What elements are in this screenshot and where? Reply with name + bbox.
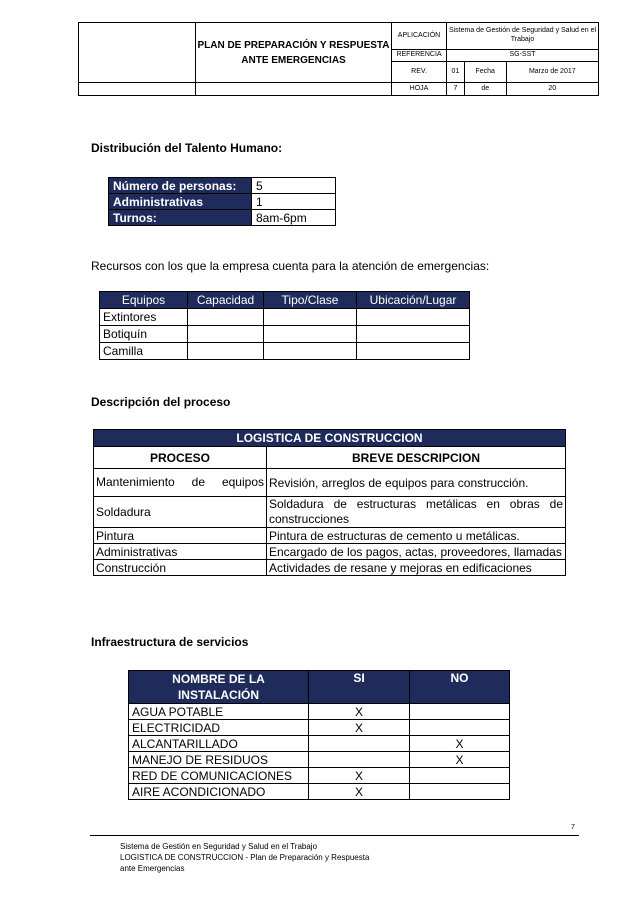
proceso-cell: Soldadura <box>94 497 267 528</box>
table-row <box>100 309 470 326</box>
proceso-cell: Construcción <box>94 560 267 576</box>
instalacion-cell: ELECTRICIDAD <box>129 720 309 736</box>
descripcion-cell: Encargado de los pagos, actas, proveedores, llamadas <box>267 544 566 560</box>
si-cell: X <box>309 784 410 800</box>
recursos-heading: Recursos con los que la empresa cuenta para la atención de emergencias: <box>91 259 490 273</box>
footer-line: Sistema de Gestión en Seguridad y Salud en el Trabajo <box>120 842 318 851</box>
talento-label: Administrativas <box>109 194 252 210</box>
table-row <box>129 784 510 800</box>
table-row <box>129 704 510 720</box>
table-row <box>94 469 566 497</box>
proceso-heading: Descripción del proceso <box>91 395 231 409</box>
talento-value: 8am-6pm <box>252 210 336 226</box>
referencia-label: REFERENCIA <box>392 50 447 62</box>
table-row <box>109 194 336 210</box>
no-cell <box>410 704 510 720</box>
hoja-label: HOJA <box>392 83 447 96</box>
fecha-value: Marzo de 2017 <box>506 62 598 83</box>
instalacion-cell: ALCANTARILLADO <box>129 736 309 752</box>
column-header: BREVE DESCRIPCION <box>267 447 566 469</box>
no-cell <box>410 768 510 784</box>
instalacion-cell: RED DE COMUNICACIONES <box>129 768 309 784</box>
aplicacion-label: APLICACIÓN <box>392 23 447 50</box>
equipo-cell: Camilla <box>100 343 188 360</box>
de-value: 20 <box>506 83 598 96</box>
column-header: Ubicación/Lugar <box>357 292 470 309</box>
table-row <box>94 528 566 544</box>
descripcion-cell: Actividades de resane y mejoras en edificaciones <box>267 560 566 576</box>
footer-text <box>120 842 369 874</box>
talento-label: Turnos: <box>109 210 252 226</box>
column-header: Equipos <box>100 292 188 309</box>
talento-label: Número de personas: <box>109 178 252 194</box>
si-cell: X <box>309 768 410 784</box>
descripcion-cell: Soldadura de estructuras metálicas en obras de construcciones <box>267 497 566 528</box>
talento-value: 1 <box>252 194 336 210</box>
document-header <box>78 22 599 96</box>
table-row <box>100 343 470 360</box>
table-row <box>109 210 336 226</box>
proceso-table-title: LOGISTICA DE CONSTRUCCION <box>94 430 566 447</box>
si-cell <box>309 752 410 768</box>
table-row <box>129 736 510 752</box>
logo-placeholder <box>79 23 196 83</box>
column-header: SI <box>309 671 410 704</box>
instalacion-cell: AIRE ACONDICIONADO <box>129 784 309 800</box>
document-title: PLAN DE PREPARACIÓN Y RESPUESTA ANTE EMERGENCIAS <box>196 23 392 83</box>
fecha-label: Fecha <box>464 62 506 83</box>
proceso-table <box>93 429 566 576</box>
referencia-value: SG-SST <box>447 50 599 62</box>
infra-table <box>128 670 510 800</box>
instalacion-cell: MANEJO DE RESIDUOS <box>129 752 309 768</box>
talento-heading: Distribución del Talento Humano: <box>91 141 283 155</box>
column-header: NOMBRE DE LA INSTALACIÓN <box>129 671 309 704</box>
no-cell <box>410 784 510 800</box>
page-number: 7 <box>571 824 575 831</box>
footer-divider <box>90 835 579 836</box>
no-cell: X <box>410 736 510 752</box>
no-cell: X <box>410 752 510 768</box>
aplicacion-value: Sistema de Gestión de Seguridad y Salud en el Trabajo <box>447 23 599 50</box>
equipo-cell: Botiquín <box>100 326 188 343</box>
column-header: Capacidad <box>188 292 264 309</box>
table-header-row <box>100 292 470 309</box>
instalacion-cell: AGUA POTABLE <box>129 704 309 720</box>
table-row <box>109 178 336 194</box>
recursos-table <box>99 291 470 360</box>
no-cell <box>410 720 510 736</box>
equipo-cell: Extintores <box>100 309 188 326</box>
table-row <box>100 326 470 343</box>
proceso-cell: Pintura <box>94 528 267 544</box>
table-row <box>94 497 566 528</box>
table-row <box>94 544 566 560</box>
infra-heading: Infraestructura de servicios <box>91 635 249 649</box>
column-header: NO <box>410 671 510 704</box>
talento-table <box>108 177 336 226</box>
si-cell: X <box>309 720 410 736</box>
si-cell <box>309 736 410 752</box>
column-header: PROCESO <box>94 447 267 469</box>
column-header: Tipo/Clase <box>264 292 357 309</box>
table-row <box>129 752 510 768</box>
table-row <box>129 720 510 736</box>
descripcion-cell: Pintura de estructuras de cemento u metálicas. <box>267 528 566 544</box>
si-cell: X <box>309 704 410 720</box>
footer-line: ante Emergencias <box>120 863 185 873</box>
footer-line: LOGISTICA DE CONSTRUCCION - Plan de Preparación y Respuesta <box>120 852 370 862</box>
proceso-cell: Mantenimiento de equipos <box>94 469 267 497</box>
descripcion-cell: Revisión, arreglos de equipos para construcción. <box>267 469 566 497</box>
rev-value: 01 <box>447 62 465 83</box>
talento-value: 5 <box>252 178 336 194</box>
de-label: de <box>464 83 506 96</box>
table-row <box>94 560 566 576</box>
proceso-cell: Administrativas <box>94 544 267 560</box>
rev-label: REV. <box>392 62 447 83</box>
table-row <box>129 768 510 784</box>
hoja-value: 7 <box>447 83 465 96</box>
